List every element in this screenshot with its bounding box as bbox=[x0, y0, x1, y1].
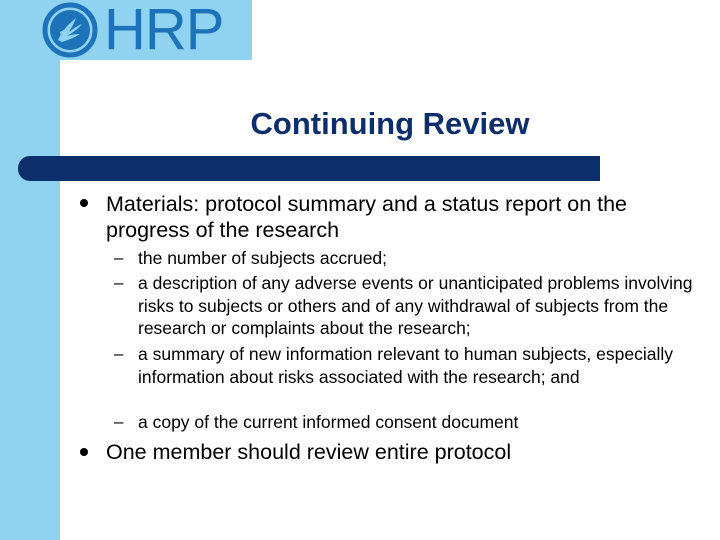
sub-bullet-marker: – bbox=[114, 248, 124, 267]
sub-bullet-marker: – bbox=[114, 273, 124, 292]
sub-bullet-text: a copy of the current informed consent document bbox=[138, 412, 519, 432]
bullet-text: One member should review entire protocol bbox=[106, 440, 512, 464]
sub-bullet-marker: – bbox=[114, 412, 124, 431]
sub-bullet-text: a summary of new information relevant to human subjects, especially information about risks associated with the research; and bbox=[138, 344, 673, 387]
slide-title: Continuing Review bbox=[250, 106, 530, 141]
sub-bullet-text: a description of any adverse events or unanticipated problems involving risks to subjects or others and of any withdrawal of subjects from the research or complaints about the research; bbox=[138, 273, 693, 338]
logo-text: HRP bbox=[104, 0, 224, 62]
bullet-marker bbox=[80, 199, 88, 207]
sub-bullet-marker: – bbox=[114, 344, 124, 363]
sub-bullet-text: the number of subjects accrued; bbox=[138, 248, 388, 268]
bullet-text: Materials: protocol summary and a status report on the progress of the research bbox=[106, 192, 628, 242]
bullet-marker bbox=[80, 448, 88, 456]
